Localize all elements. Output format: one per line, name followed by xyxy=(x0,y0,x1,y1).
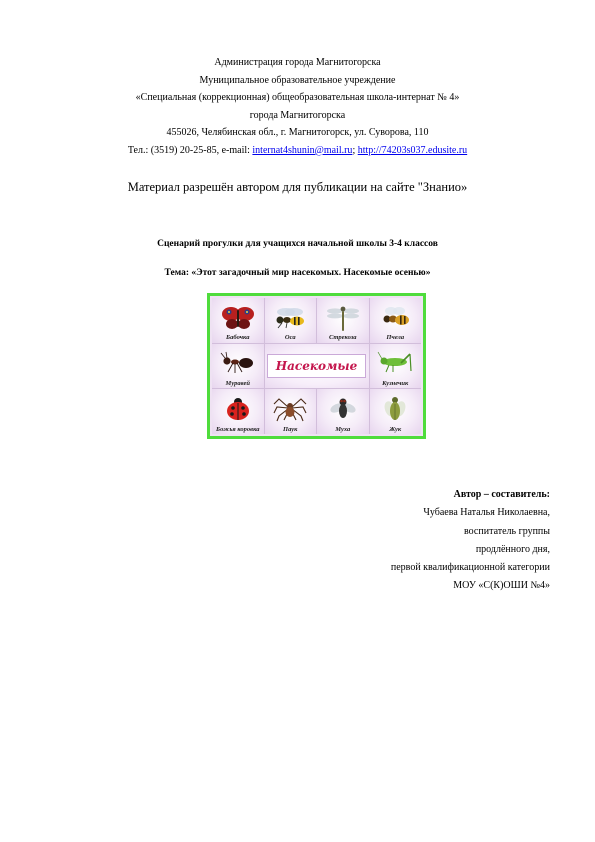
insect-label: Муха xyxy=(335,425,351,433)
cell-dragonfly xyxy=(317,298,369,343)
header-address: 455026, Челябинская обл., г. Магнитогорск, ул. Суворова, 110 xyxy=(166,127,429,138)
dragonfly-icon xyxy=(326,304,360,332)
insect-label: Муравей xyxy=(225,379,250,387)
ant-icon xyxy=(220,351,256,375)
poster-title: Насекомые xyxy=(275,358,358,373)
cell-bee xyxy=(370,298,422,343)
cell-grasshopper xyxy=(370,344,422,389)
website-link[interactable]: http://74203s037.edusite.ru xyxy=(357,144,468,156)
cell-ladybug xyxy=(212,389,264,434)
insects-poster xyxy=(207,293,426,439)
contact-phone: Тел.: (3519) 20-25-85, e-mail: xyxy=(127,144,253,156)
header-school-name: «Специальная (коррекционная) общеобразовательная школа-интернат № 4» xyxy=(135,92,460,103)
spider-icon xyxy=(273,396,307,422)
author-title: Автор – составитель: xyxy=(453,489,550,500)
author-category: первой квалификационной категории xyxy=(390,562,550,574)
scenario-title: Сценарий прогулки для учащихся начальной школы 3-4 классов xyxy=(157,239,438,249)
header-contacts xyxy=(0,142,595,160)
author-organization: МОУ «С(К)ОШИ №4» xyxy=(453,580,550,592)
insect-label: Паук xyxy=(283,425,298,433)
ladybug-icon xyxy=(223,396,253,422)
cell-beetle xyxy=(370,389,422,434)
insect-label: Божья коровка xyxy=(216,425,260,433)
cell-ant xyxy=(212,344,264,389)
wasp-icon xyxy=(272,306,308,330)
cell-spider xyxy=(265,389,317,434)
beetle-icon xyxy=(380,395,410,423)
contact-separator: ; xyxy=(352,144,358,156)
fly-icon xyxy=(328,396,358,422)
butterfly-icon xyxy=(221,305,255,331)
poster-title-frame xyxy=(267,354,366,378)
cell-fly xyxy=(317,389,369,434)
author-name: Чубаева Наталья Николаевна, xyxy=(423,507,550,519)
author-role-line1: воспитатель группы xyxy=(464,525,550,537)
insect-label: Жук xyxy=(389,425,402,433)
insect-label: Кузнечик xyxy=(382,379,409,387)
email-link[interactable]: internat4shunin@mail.ru xyxy=(252,144,353,156)
grasshopper-icon xyxy=(377,351,413,375)
bee-icon xyxy=(378,305,412,331)
header-institution-type: Муниципальное образовательное учреждение xyxy=(199,74,396,86)
cell-butterfly xyxy=(212,298,264,343)
author-block xyxy=(391,486,550,596)
insects-grid xyxy=(212,298,421,434)
cell-wasp xyxy=(265,298,317,343)
topic-title: Тема: «Этот загадочный мир насекомых. Насекомые осенью» xyxy=(164,268,431,278)
publication-permission: Материал разрешён автором для публикации на сайте "Знанио» xyxy=(127,180,468,194)
header-city: города Магнитогорска xyxy=(249,109,346,121)
school-header xyxy=(0,54,595,159)
insect-label: Оса xyxy=(284,334,296,342)
poster-title-cell xyxy=(265,344,369,389)
author-role-line2: продлённого дня, xyxy=(475,543,550,555)
header-administration: Администрация города Магнитогорска xyxy=(214,57,381,68)
insect-label: Бабочка xyxy=(226,334,250,342)
insect-label: Стрекоза xyxy=(328,334,357,342)
insect-label: Пчела xyxy=(386,334,405,342)
